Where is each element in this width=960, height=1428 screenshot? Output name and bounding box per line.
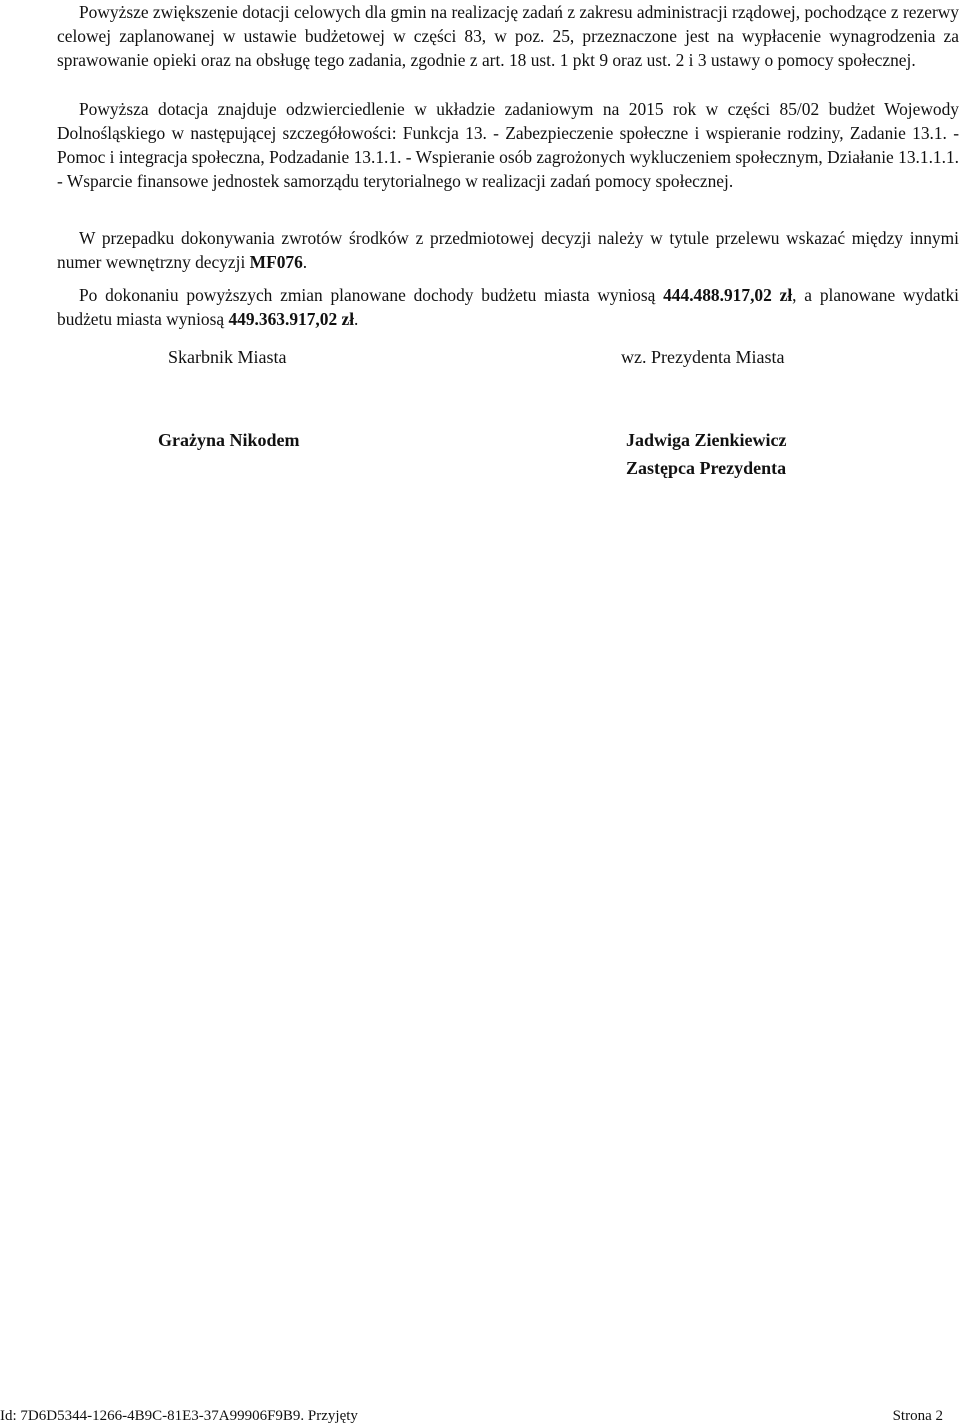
paragraph-budzet-end: . — [354, 309, 359, 329]
signature-role-mayor: wz. Prezydenta Miasta — [621, 347, 785, 367]
paragraph-zwroty-end: . — [302, 252, 308, 272]
planned-expenses-amount: 449.363.917,02 zł — [228, 309, 355, 329]
footer-page-number: Strona 2 — [892, 1408, 943, 1424]
signature-name-treasurer: Grażyna Nikodem — [158, 430, 300, 450]
footer-document-id: Id: 7D6D5344-1266-4B9C-81E3-37A99906F9B9. Przyjęty — [0, 1408, 358, 1424]
decision-number: MF076 — [249, 252, 303, 272]
paragraph-uklad-zadaniowy: Powyższa dotacja znajduje odzwierciedlenie w układzie zadaniowym na 2015 rok w części 85/02 budżet Wojewody Dolnośląskiego w następującej szczegółowości: Funkcja 13. - Zabezpieczenie społeczne i wspieranie rodziny, Zadanie 13.1. - Pomoc i integracja społeczna, Podzadanie 13.1.1. - Wspieranie osób zagrożonych wykluczeniem społecznym, Działanie 13.1.1.1. - Wsparcie finansowe jednostek samorządu terytorialnego w realizacji zadań pomocy społecznej. — [57, 99, 959, 191]
signature-role-treasurer: Skarbnik Miasta — [168, 347, 287, 367]
paragraph-dotacja-zwiekszenie: Powyższe zwiększenie dotacji celowych dla gmin na realizację zadań z zakresu administracji rządowej, pochodzące z rezerwy celowej zaplanowanej w ustawie budżetowej w części 83, w poz. 25, przeznaczone jest na wypłacenie wynagrodzenia za sprawowanie opieki oraz na obsługę tego zadania, zgodnie z art. 18 ust. 1 pkt 9 oraz ust. 2 i 3 ustawy o pomocy społecznej. — [57, 2, 959, 70]
paragraph-budzet-miasta — [57, 283, 959, 331]
signature-name-deputy-mayor: Jadwiga Zienkiewicz — [626, 430, 787, 450]
paragraph-budzet-middle: , a planowane wydatki budżetu miasta wyniosą — [57, 285, 959, 329]
paragraph-zwroty-srodkow — [57, 226, 959, 274]
paragraph-zwroty-text: W przepadku dokonywania zwrotów środków z przedmiotowej decyzji należy w tytule przelewu wskazać między innymi numer wewnętrzny decyzji — [57, 228, 959, 272]
planned-income-amount: 444.488.917,02 zł — [663, 285, 793, 305]
signature-title-deputy-mayor: Zastępca Prezydenta — [626, 458, 787, 478]
paragraph-budzet-text: Po dokonaniu powyższych zmian planowane dochody budżetu miasta wyniosą — [79, 285, 664, 305]
